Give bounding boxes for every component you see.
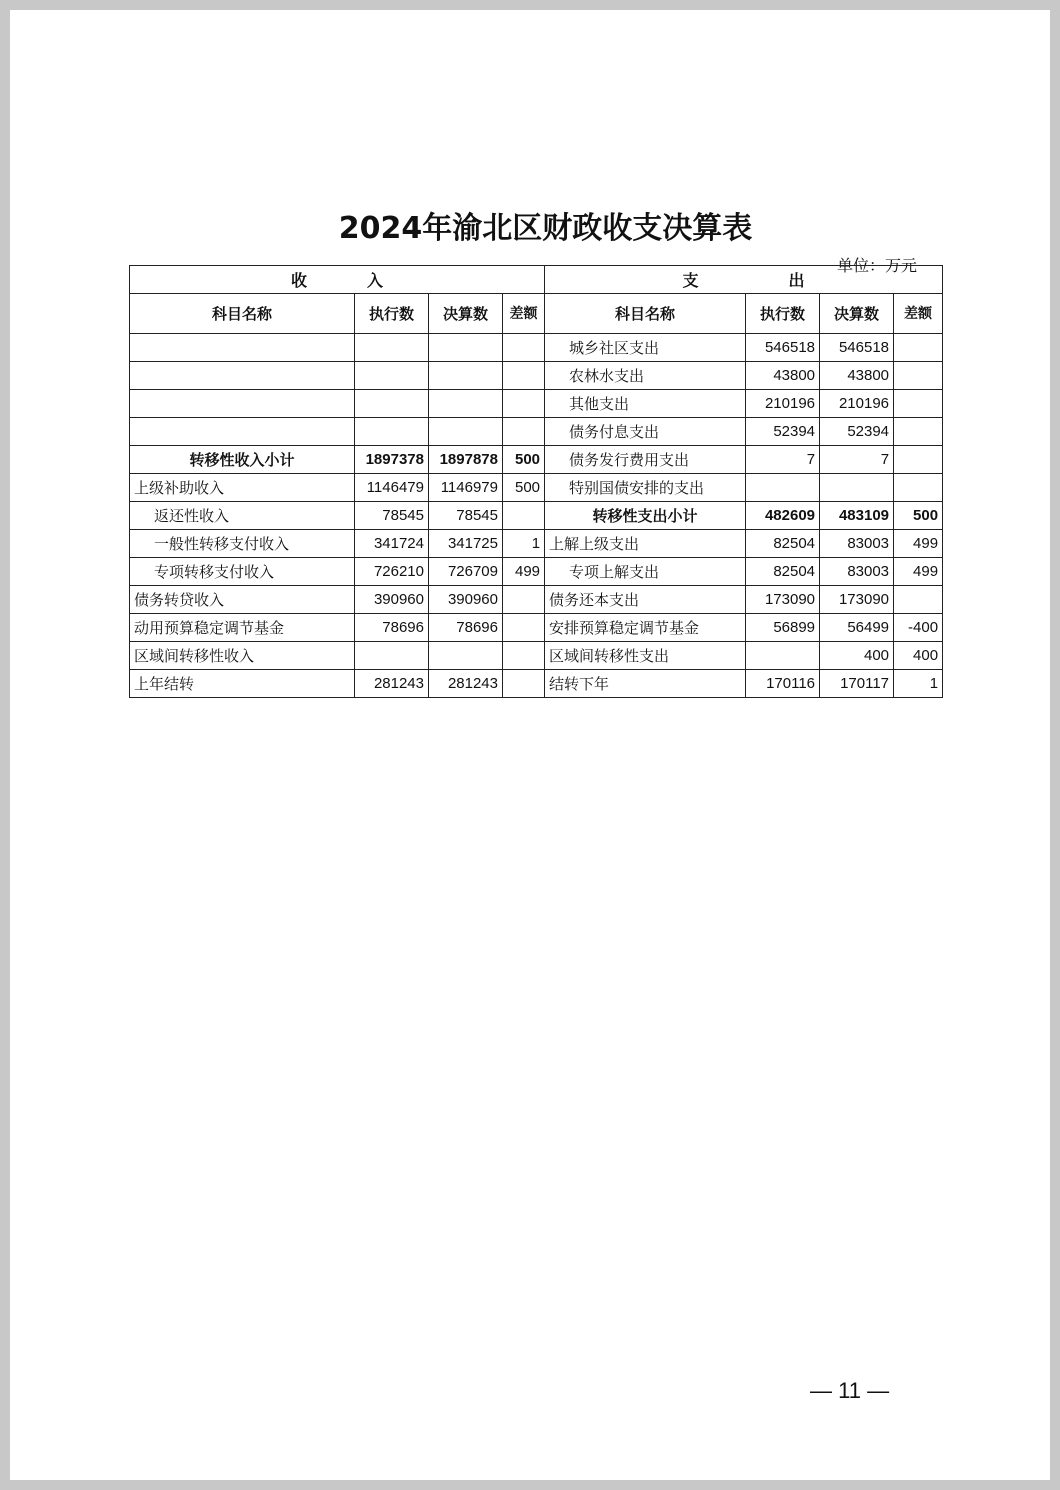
expense-final-cell: 483109 (820, 502, 894, 530)
expense-subject-cell: 专项上解支出 (545, 558, 746, 586)
expense-subject-cell: 特别国债安排的支出 (545, 474, 746, 502)
income-subject-cell (130, 390, 355, 418)
expense-executed-cell: 7 (746, 446, 820, 474)
income-diff-cell (503, 614, 545, 642)
expense-final-cell: 52394 (820, 418, 894, 446)
income-executed-cell: 390960 (355, 586, 429, 614)
table-row (130, 530, 943, 558)
income-executed-cell: 78545 (355, 502, 429, 530)
expense-executed-cell (746, 474, 820, 502)
expense-section-header: 支 出 (545, 266, 943, 294)
expense-diff-cell: 1 (894, 670, 943, 698)
income-subject-cell: 区域间转移性收入 (130, 642, 355, 670)
income-subject-cell: 转移性收入小计 (130, 446, 355, 474)
income-executed-cell (355, 418, 429, 446)
table-row (130, 614, 943, 642)
expense-diff-cell (894, 418, 943, 446)
expense-subject-cell: 农林水支出 (545, 362, 746, 390)
income-subject-cell: 返还性收入 (130, 502, 355, 530)
income-final-cell (429, 418, 503, 446)
income-executed-cell (355, 362, 429, 390)
income-diff-cell (503, 390, 545, 418)
table-row (130, 670, 943, 698)
table-row (130, 390, 943, 418)
expense-subject-cell: 债务付息支出 (545, 418, 746, 446)
income-executed-header: 执行数 (355, 294, 429, 334)
income-final-cell (429, 334, 503, 362)
income-subject-cell (130, 362, 355, 390)
income-diff-cell (503, 334, 545, 362)
income-diff-cell (503, 362, 545, 390)
income-final-cell: 341725 (429, 530, 503, 558)
page-title: 2024年渝北区财政收支决算表 (338, 211, 753, 246)
income-subject-cell (130, 334, 355, 362)
expense-executed-cell: 52394 (746, 418, 820, 446)
expense-final-cell (820, 474, 894, 502)
income-executed-cell (355, 642, 429, 670)
section-header-row (130, 266, 943, 294)
expense-executed-cell: 173090 (746, 586, 820, 614)
expense-final-cell: 210196 (820, 390, 894, 418)
expense-subject-cell: 结转下年 (545, 670, 746, 698)
expense-final-cell: 56499 (820, 614, 894, 642)
income-executed-cell: 1146479 (355, 474, 429, 502)
expense-executed-cell: 82504 (746, 530, 820, 558)
expense-diff-cell: 400 (894, 642, 943, 670)
table-row (130, 502, 943, 530)
income-subject-cell: 动用预算稳定调节基金 (130, 614, 355, 642)
income-section-header: 收 入 (130, 266, 545, 294)
page-number: — 11 — (810, 1378, 890, 1403)
column-header-row (130, 294, 943, 334)
expense-diff-cell: -400 (894, 614, 943, 642)
expense-diff-cell (894, 586, 943, 614)
table-row (130, 642, 943, 670)
income-diff-cell: 1 (503, 530, 545, 558)
expense-executed-cell: 546518 (746, 334, 820, 362)
income-final-cell (429, 362, 503, 390)
expense-executed-cell: 482609 (746, 502, 820, 530)
expense-subject-cell: 债务还本支出 (545, 586, 746, 614)
income-subject-cell: 上年结转 (130, 670, 355, 698)
expense-final-header: 决算数 (820, 294, 894, 334)
table-row (130, 446, 943, 474)
table-row (130, 362, 943, 390)
income-subject-cell: 专项转移支付收入 (130, 558, 355, 586)
expense-diff-cell: 499 (894, 530, 943, 558)
income-executed-cell (355, 334, 429, 362)
expense-subject-header: 科目名称 (545, 294, 746, 334)
table-row (130, 474, 943, 502)
expense-subject-cell: 城乡社区支出 (545, 334, 746, 362)
expense-diff-cell (894, 474, 943, 502)
income-final-cell: 78696 (429, 614, 503, 642)
income-subject-cell (130, 418, 355, 446)
expense-subject-cell: 上解上级支出 (545, 530, 746, 558)
income-subject-cell: 债务转贷收入 (130, 586, 355, 614)
expense-final-cell: 170117 (820, 670, 894, 698)
income-diff-cell (503, 502, 545, 530)
expense-final-cell: 546518 (820, 334, 894, 362)
income-diff-cell (503, 586, 545, 614)
table-row (130, 334, 943, 362)
income-subject-cell: 一般性转移支付收入 (130, 530, 355, 558)
expense-diff-cell (894, 334, 943, 362)
income-final-cell: 726709 (429, 558, 503, 586)
expense-diff-cell (894, 446, 943, 474)
income-subject-header: 科目名称 (130, 294, 355, 334)
income-final-cell: 281243 (429, 670, 503, 698)
expense-subject-cell: 债务发行费用支出 (545, 446, 746, 474)
income-executed-cell: 78696 (355, 614, 429, 642)
expense-subject-cell: 转移性支出小计 (545, 502, 746, 530)
expense-subject-cell: 其他支出 (545, 390, 746, 418)
income-executed-cell: 1897378 (355, 446, 429, 474)
income-diff-cell: 500 (503, 474, 545, 502)
expense-final-cell: 173090 (820, 586, 894, 614)
expense-final-cell: 7 (820, 446, 894, 474)
income-final-cell: 1146979 (429, 474, 503, 502)
income-diff-cell (503, 642, 545, 670)
income-diff-header: 差额 (503, 294, 545, 334)
expense-executed-cell: 56899 (746, 614, 820, 642)
expense-subject-cell: 区域间转移性支出 (545, 642, 746, 670)
income-executed-cell: 341724 (355, 530, 429, 558)
table-row (130, 418, 943, 446)
document-page (10, 10, 1050, 1480)
expense-executed-cell: 210196 (746, 390, 820, 418)
table-row (130, 558, 943, 586)
income-diff-cell: 499 (503, 558, 545, 586)
income-final-cell: 390960 (429, 586, 503, 614)
expense-final-cell: 83003 (820, 530, 894, 558)
expense-diff-cell (894, 390, 943, 418)
expense-executed-cell (746, 642, 820, 670)
unit-label: 单位：万元 (837, 256, 918, 275)
expense-executed-cell: 170116 (746, 670, 820, 698)
expense-diff-cell: 499 (894, 558, 943, 586)
income-diff-cell (503, 418, 545, 446)
expense-subject-cell: 安排预算稳定调节基金 (545, 614, 746, 642)
table-row (130, 586, 943, 614)
income-final-header: 决算数 (429, 294, 503, 334)
income-diff-cell (503, 670, 545, 698)
income-final-cell (429, 390, 503, 418)
expense-final-cell: 83003 (820, 558, 894, 586)
expense-executed-cell: 43800 (746, 362, 820, 390)
expense-final-cell: 43800 (820, 362, 894, 390)
income-final-cell: 78545 (429, 502, 503, 530)
expense-diff-cell (894, 362, 943, 390)
expense-diff-cell: 500 (894, 502, 943, 530)
expense-executed-cell: 82504 (746, 558, 820, 586)
income-executed-cell: 726210 (355, 558, 429, 586)
income-diff-cell: 500 (503, 446, 545, 474)
income-executed-cell: 281243 (355, 670, 429, 698)
income-executed-cell (355, 390, 429, 418)
income-subject-cell: 上级补助收入 (130, 474, 355, 502)
expense-diff-header: 差额 (894, 294, 943, 334)
expense-executed-header: 执行数 (746, 294, 820, 334)
income-final-cell (429, 642, 503, 670)
expense-final-cell: 400 (820, 642, 894, 670)
budget-table (129, 265, 943, 698)
income-final-cell: 1897878 (429, 446, 503, 474)
